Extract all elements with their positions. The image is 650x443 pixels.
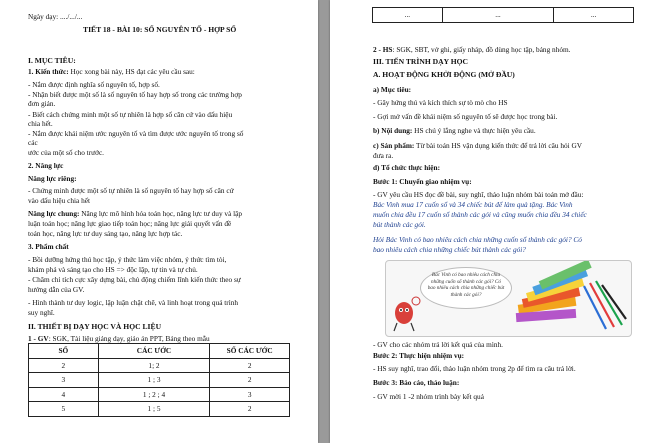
section-objectives-heading: I. MỤC TIÊU:: [28, 56, 76, 65]
section-equipment-heading: II. THIẾT BỊ DẠY HỌC VÀ HỌC LIỆU: [28, 322, 162, 331]
knowledge-bullet: - Nắm được khái niệm ước nguyên tố và tìm được ước nguyên tố trong số: [28, 129, 244, 138]
problem-text: Bác Vinh mua 17 cuốn sổ và 34 chiếc bút để làm quà tặng. Bác Vinh: [373, 200, 573, 209]
table-row: [29, 402, 290, 417]
notebooks-illustration: [386, 261, 631, 336]
table-row: [29, 387, 290, 402]
knowledge-bullet: - Nắm được định nghĩa số nguyên tố, hợp số.: [28, 80, 160, 89]
illustration-card: [385, 260, 632, 337]
goal-label: a) Mục tiêu:: [373, 85, 412, 94]
step1-text: - GV yêu cầu HS đọc đề bài, suy nghĩ, thảo luận nhóm bài toán mở đầu:: [373, 190, 584, 199]
date-line: Ngày dạy: ..../.../...: [28, 12, 83, 21]
table-cell: 3: [29, 373, 99, 388]
mascot-icon: [394, 297, 420, 331]
qualities-text: - Bồi dưỡng hứng thú học tập, ý thức làm việc nhóm, ý thức tìm tòi,: [28, 255, 227, 264]
qualities-text: hướng dẫn của GV.: [28, 285, 85, 294]
table-cell: 1; 2: [98, 358, 210, 373]
knowledge-bullet-cont: chia hết.: [28, 119, 53, 128]
step1-label: Bước 1: Chuyển giao nhiệm vụ:: [373, 177, 472, 186]
document-page-left: [0, 0, 318, 443]
qualities-heading: 3. Phẩm chất: [28, 242, 69, 251]
table-header-row: [29, 344, 290, 359]
table-cell: 3: [210, 387, 290, 402]
knowledge-line: 1. Kiến thức: Học xong bài này, HS đạt các yêu cầu sau:: [28, 67, 195, 76]
qualities-text: khám phá và sáng tạo cho HS => độc lập, tự tin và tự chủ.: [28, 265, 198, 274]
table-cell: 5: [29, 402, 99, 417]
general-competence-text: toán học, năng lực tư duy sáng tạo, năng lực hợp tác.: [28, 229, 183, 238]
table-row: [29, 373, 290, 388]
organization-label: d) Tổ chức thực hiện:: [373, 163, 441, 172]
table-cell: 1 ; 3: [98, 373, 210, 388]
table-header-cell: SỐ: [29, 344, 99, 359]
step3-text: - GV mời 1 -2 nhóm trình bày kết quả: [373, 392, 484, 401]
teacher-materials-line: 1 - GV: SGK, Tài liệu giảng dạy, giáo án PPT, Bảng theo mẫu: [28, 334, 210, 343]
step3-label: Bước 3: Báo cáo, thảo luận:: [373, 378, 460, 387]
product-line: c) Sản phẩm: Từ bài toán HS vận dụng kiến thức để trả lời câu hỏi GV: [373, 141, 583, 150]
table-row: [29, 358, 290, 373]
activity-a-heading: A. HOẠT ĐỘNG KHỞI ĐỘNG (MỞ ĐẦU): [373, 70, 515, 79]
speech-bubble: Bác Vinh có bao nhiêu cách chia những cuốn sổ thành các gói? Có bao nhiêu cách chia những chiếc bút thành các gói?: [420, 267, 512, 309]
general-competence-text: luận toán học; năng lực giao tiếp toán học; năng lực giải quyết vấn đề: [28, 219, 232, 228]
competence-heading: 2. Năng lực: [28, 161, 64, 170]
question-text: Hỏi Bác Vinh có bao nhiêu cách chia những cuốn sổ thành các gói? Có: [373, 235, 582, 244]
knowledge-bullet: - Biết cách chứng minh một số tự nhiên là hợp số căn cứ vào dấu hiệu: [28, 110, 233, 119]
document-page-right: [330, 0, 650, 443]
qualities-text: - Hình thành tư duy logic, lập luận chặt chẽ, và linh hoạt trong quá trình: [28, 298, 239, 307]
table-cell: 4: [29, 387, 99, 402]
step2-label: Bước 2: Thực hiện nhiệm vụ:: [373, 351, 465, 360]
content-line: b) Nội dung: HS chú ý lắng nghe và thực hiện yêu cầu.: [373, 126, 536, 135]
question-text: bao nhiêu cách chia những chiếc bút thành các gói?: [373, 245, 526, 254]
table-cell: ...: [554, 8, 634, 23]
table-row: [373, 8, 634, 23]
knowledge-bullet: - Nhận biết được một số là số nguyên tố hay hợp số trong các trường hợp: [28, 90, 242, 99]
table-header-cell: SỐ CÁC ƯỚC: [210, 344, 290, 359]
table-cell: 2: [210, 358, 290, 373]
table-cell: ...: [442, 8, 554, 23]
knowledge-bullet-cont: các: [28, 138, 38, 147]
problem-text: muốn chia đều 17 cuốn sổ thành các gói và cũng muốn chia đều 34 chiếc: [373, 210, 587, 219]
product-line-cont: đưa ra.: [373, 151, 394, 160]
student-materials-line: 2 - HS: SGK, SBT, vở ghi, giấy nháp, đồ dùng học tập, bảng nhóm.: [373, 45, 571, 54]
table-cell: 1 ; 2 ; 4: [98, 387, 210, 402]
divisors-table: [28, 343, 290, 417]
specific-competence-text: - Chứng minh được một số tự nhiên là số nguyên tố hay hợp số căn cứ: [28, 186, 234, 195]
goal-text: - Gợi mở vấn đề khái niệm số nguyên tố sẽ được học trong bài.: [373, 112, 558, 121]
knowledge-bullet-cont: ước của một số cho trước.: [28, 148, 105, 157]
table-cell: 1 ; 5: [98, 402, 210, 417]
pens-icon: [584, 281, 626, 329]
table-header-cell: CÁC ƯỚC: [98, 344, 210, 359]
table-cell: ...: [373, 8, 443, 23]
problem-text: bút thành các gói.: [373, 220, 426, 229]
specific-competence-label: Năng lực riêng:: [28, 174, 77, 183]
step1-text: - GV cho các nhóm trả lời kết quả của mình.: [373, 340, 503, 349]
general-competence-line: Năng lực chung: Năng lực mô hình hóa toán học, năng lực tư duy và lập: [28, 209, 243, 218]
divisors-table-continued: [372, 7, 634, 23]
step2-text: - HS suy nghĩ, trao đổi, thảo luận nhóm trong 2p để tìm ra câu trả lời.: [373, 364, 576, 373]
qualities-text: suy nghĩ.: [28, 308, 55, 317]
specific-competence-text: vào dấu hiệu chia hết: [28, 196, 90, 205]
lesson-title: TIẾT 18 - BÀI 10: SỐ NGUYÊN TỐ - HỢP SỐ: [83, 25, 237, 34]
section-process-heading: III. TIẾN TRÌNH DẠY HỌC: [373, 57, 469, 66]
knowledge-bullet-cont: đơn giản.: [28, 99, 56, 108]
table-cell: 2: [210, 402, 290, 417]
qualities-text: - Chăm chỉ tích cực xây dựng bài, chủ động chiếm lĩnh kiến thức theo sự: [28, 275, 241, 284]
table-cell: 2: [210, 373, 290, 388]
table-cell: 2: [29, 358, 99, 373]
goal-text: - Gây hứng thú và kích thích sự tò mò cho HS: [373, 98, 508, 107]
notebook-stack-icon: [516, 261, 592, 322]
